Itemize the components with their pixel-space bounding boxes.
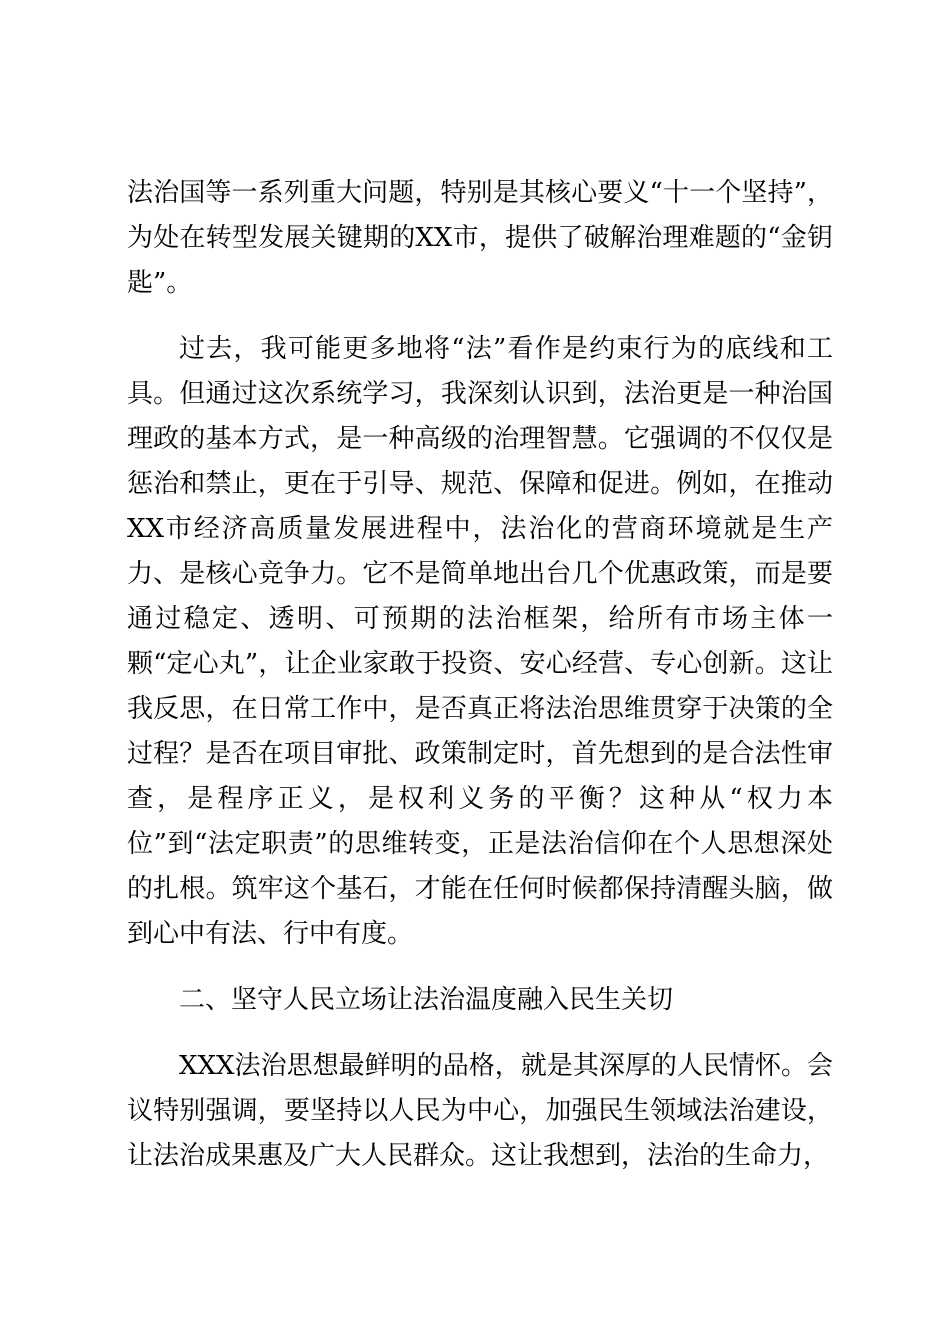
paragraph-people-centered: XXX法治思想最鲜明的品格，就是其深厚的人民情怀。会议特别强调，要坚持以人民为中心，加强民生领域法治建设，让法治成果惠及广大人民群众。这让我想到，法治的生命力，: [127, 1051, 833, 1171]
document-body: [127, 171, 833, 1200]
paragraph-rule-of-law-reflection: 过去，我可能更多地将“法”看作是约束行为的底线和工具。但通过这次系统学习，我深刻认识到，法治更是一种治国理政的基本方式，是一种高级的治理智慧。它强调的不仅仅是惩治和禁止，更在于引导、规范、保障和促进。例如，在推动XX市经济高质量发展进程中，法治化的营商环境就是生产力、是核心竞争力。它不是简单地出台几个优惠政策，而是要通过稳定、透明、可预期的法治框架，给所有市场主体一颗“定心丸”，让企业家敢于投资、安心经营、专心创新。这让我反思，在日常工作中，是否真正将法治思维贯穿于决策的全过程？是否在项目审批、政策制定时，首先想到的是合法性审查，是程序正义，是权利义务的平衡？这种从“权力本位”到“法定职责”的思维转变，正是法治信仰在个人思想深处的扎根。筑牢这个基石，才能在任何时候都保持清醒头脑，做到心中有法、行中有度。: [127, 334, 833, 949]
paragraph-continued: 法治国等一系列重大问题，特别是其核心要义“十一个坚持”，为处在转型发展关键期的XX市，提供了破解治理难题的“金钥匙”。: [127, 178, 833, 298]
section-heading-two: 二、坚守人民立场让法治温度融入民生关切: [179, 985, 674, 1015]
